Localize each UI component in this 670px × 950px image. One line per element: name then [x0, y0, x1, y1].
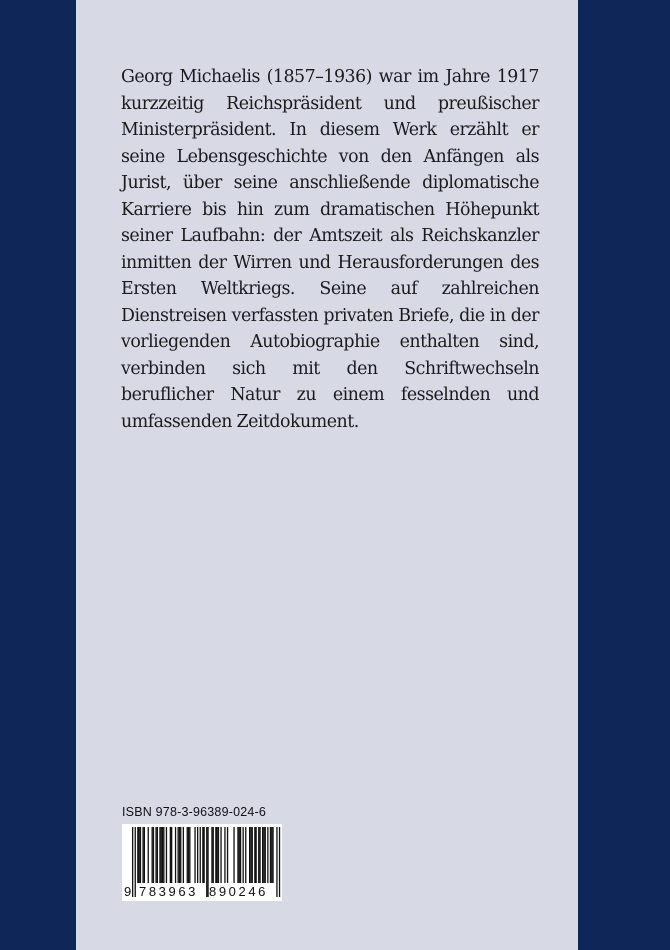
barcode-bar [233, 827, 234, 883]
barcode-bar [148, 827, 149, 883]
isbn-barcode-block [122, 805, 282, 901]
barcode-bar [187, 827, 188, 883]
barcode-bar [245, 827, 246, 883]
book-blurb: Georg Michaelis (1857–1936) war im Jahre 1917 kurzzeitig Reichspräsident und preußischer Ministerpräsident. In diesem Werk erzählt er seine Lebensgeschichte von den Anfängen als Jurist, über seine anschließende diplomatische Karriere bis hin zum dramatischen Höhepunkt seiner Laufbahn: der Amtszeit als Reichskanzler inmitten der Wirren und Herausforderungen des Ersten Weltkriegs. Seine auf zahlreichen Dienstreisen verfassten privaten Briefe, die in der vorliegenden Autobiographie enthalten sind, verbinden sich mit den Schriftwechseln beruflicher Natur zu einem fesselnden und umfassenden Zeitdokument. [121, 67, 539, 432]
barcode-bar [188, 827, 189, 883]
barcode-bar [213, 827, 214, 883]
barcode-digits-left: 783963 [139, 884, 198, 899]
barcode-bar [161, 827, 162, 883]
barcode-bar [276, 827, 277, 897]
barcode-bar [179, 827, 180, 883]
barcode-bar [152, 827, 153, 883]
barcode-bar [254, 827, 255, 883]
barcode-bar [243, 827, 244, 883]
barcode-bar [262, 827, 263, 883]
barcode-bar [144, 827, 145, 883]
barcode-bar [159, 827, 160, 883]
barcode-bar [220, 827, 221, 883]
barcode-bar [140, 827, 141, 883]
barcode-digits-right: 890246 [209, 884, 268, 899]
barcode-bar [170, 827, 171, 883]
barcode-bar [155, 827, 156, 883]
barcode-bar [178, 827, 179, 883]
barcode-bar [200, 827, 201, 883]
barcode-bar [189, 827, 190, 883]
barcode-bar [224, 827, 225, 883]
barcode-bar [271, 827, 272, 883]
barcode-bar [239, 827, 240, 883]
barcode-bar [215, 827, 216, 883]
barcode-bar [267, 827, 268, 883]
right-cover-band [578, 0, 670, 950]
barcode-bar [162, 827, 163, 883]
barcode-bar [263, 827, 264, 883]
barcode-bar [237, 827, 238, 883]
barcode-bar [218, 827, 219, 883]
barcode-bar [137, 827, 138, 883]
barcode-bar [265, 827, 266, 883]
barcode-bar [180, 827, 181, 883]
barcode-bar [279, 827, 280, 897]
barcode-bar [211, 827, 212, 883]
barcode-bar [139, 827, 140, 883]
barcode-bar [157, 827, 158, 883]
barcode-bar [166, 827, 167, 883]
barcode-bar [183, 827, 184, 883]
barcode-bar [163, 827, 164, 883]
barcode-bar [249, 827, 250, 883]
barcode-bar [252, 827, 253, 883]
barcode-bar [206, 827, 207, 897]
back-cover-panel [76, 0, 578, 950]
barcode-bar [204, 827, 205, 883]
barcode-bar [202, 827, 203, 883]
barcode-bar [142, 827, 143, 883]
barcode-bar [272, 827, 273, 883]
barcode-digit-first: 9 [124, 884, 132, 899]
barcode-bar [259, 827, 260, 883]
barcode-bar [258, 827, 259, 883]
barcode-bar [132, 827, 133, 897]
barcode-bar [227, 827, 228, 883]
barcode-bar [250, 827, 251, 883]
barcode [122, 824, 282, 901]
barcode-bar [256, 827, 257, 883]
left-cover-band [0, 0, 76, 950]
barcode-bar [194, 827, 195, 883]
barcode-bar [270, 827, 271, 883]
isbn-label: ISBN 978-3-96389-024-6 [122, 805, 267, 819]
barcode-bar [171, 827, 172, 883]
barcode-bar [153, 827, 154, 883]
barcode-bar [135, 827, 136, 897]
barcode-bar [217, 827, 218, 883]
barcode-bar [197, 827, 198, 883]
barcode-bar [175, 827, 176, 883]
barcode-bar [240, 827, 241, 883]
